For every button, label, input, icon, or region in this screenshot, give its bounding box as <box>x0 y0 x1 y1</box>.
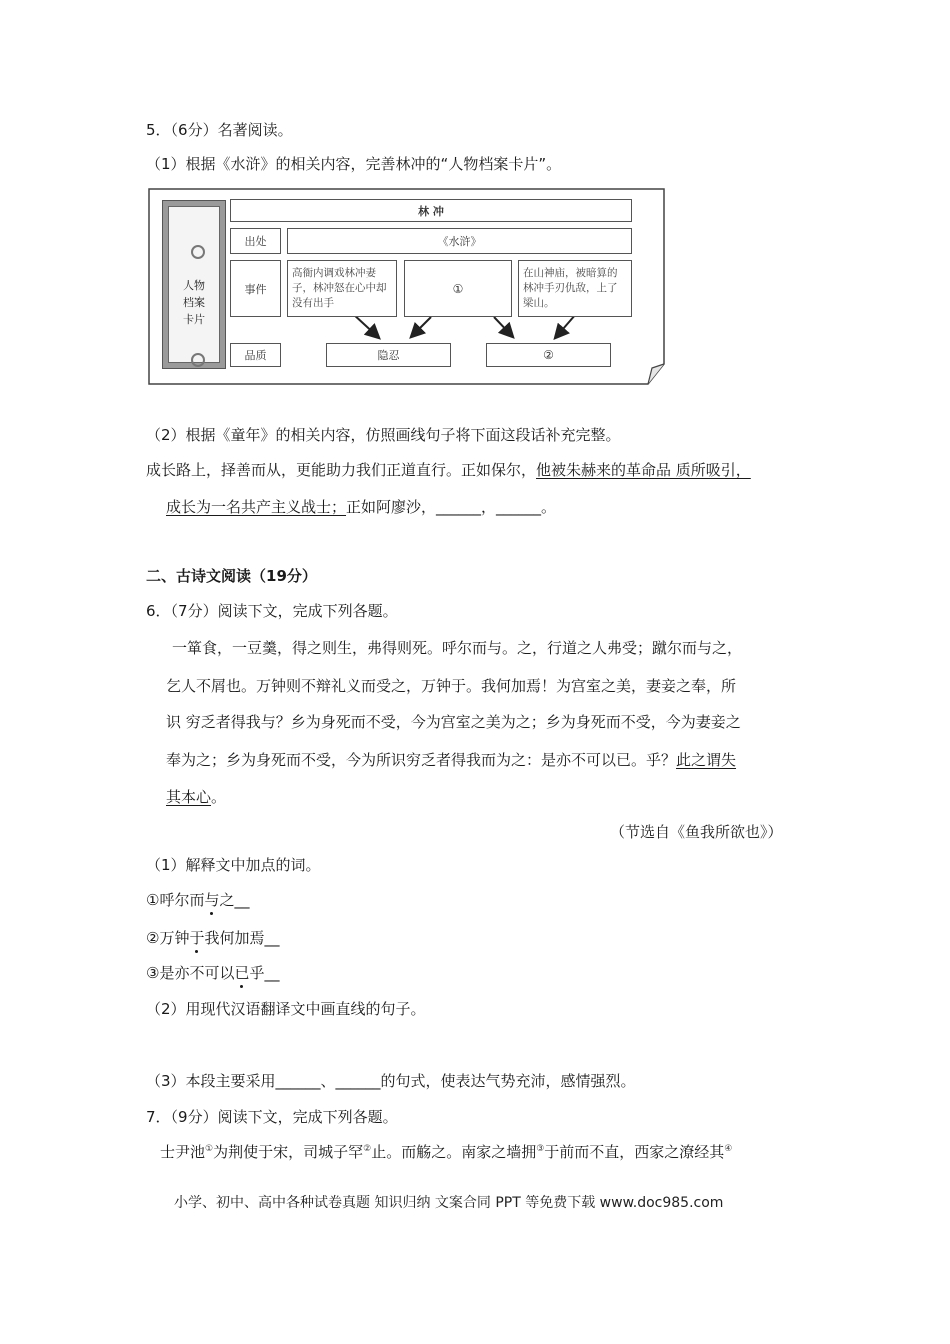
page-footer: 小学、初中、高中各种试卷真题 知识归纳 文案合同 PPT 等免费下载 www.doc985.com <box>174 1195 724 1211</box>
q6-sub1: （1）解释文中加点的词。 <box>146 856 321 874</box>
q5-sub2: （2）根据《童年》的相关内容，仿照画线句子将下面这段话补充完整。 <box>146 426 621 444</box>
q5-paragraph-line1: 成长路上，择善而从，更能助力我们正道直行。正如保尔，他被朱赫来的革命品 质所吸引， <box>146 461 751 479</box>
quality-label: 品质 <box>230 343 281 367</box>
underlined-sentence: 他被朱赫来的革命品 质所吸引， <box>536 461 751 479</box>
q6-text-line: 一箪食，一豆羹，得之则生，弗得则死。呼尔而与。之，行道之人弗受；蹴尔而与之， <box>172 639 743 657</box>
binder-ring-icon <box>191 245 205 259</box>
section2-title: 二、古诗文阅读（19分） <box>146 567 317 585</box>
underlined-sentence: 其本心 <box>166 788 212 806</box>
card-name: 林 冲 <box>230 199 632 222</box>
q6-item2: ②万钟于我何加焉__ <box>146 929 280 947</box>
q5-title: 5．（6分）名著阅读。 <box>146 121 293 139</box>
event-box-1: 高衙内调戏林冲妻子，林冲怒在心中却没有出手 <box>287 260 397 317</box>
q7-title: 7．（9分）阅读下文，完成下列各题。 <box>146 1108 398 1126</box>
card-side-label: 人物 档案 卡片 <box>183 279 205 326</box>
q6-item3: ③是亦不可以已乎__ <box>146 964 280 982</box>
character-card-diagram <box>148 188 666 385</box>
event-label: 事件 <box>230 260 281 317</box>
q5-sub1: （1）根据《水浒》的相关内容，完善林冲的“人物档案卡片”。 <box>146 155 562 173</box>
underlined-sentence: 此之谓失 <box>676 751 737 769</box>
q6-source: （节选自《鱼我所欲也》） <box>610 823 783 841</box>
q6-sub3: （3）本段主要采用______、______的句式，使表达气势充沛，感情强烈。 <box>146 1072 636 1090</box>
q6-text-line: 乞人不屑也。万钟则不辩礼义而受之，万钟于。我何加焉！为宫室之美，妻妾之奉，所 <box>166 677 737 695</box>
q6-title: 6．（7分）阅读下文，完成下列各题。 <box>146 602 398 620</box>
binder-ring-icon <box>191 353 205 367</box>
quality-box-1: 隐忍 <box>326 343 451 367</box>
quality-box-2: ② <box>486 343 611 367</box>
source-label: 出处 <box>230 228 281 254</box>
q6-text-line: 识 穷乏者得我与？乡为身死而不受，今为宫室之美为之；乡为身死而不受，今为妻妾之 <box>166 713 741 731</box>
card-binder-strip <box>162 200 226 369</box>
q7-text-line: 士尹池①为荆使于宋，司城子罕②止。而觞之。南家之墙拥③于前而不直，西家之潦经其④ <box>160 1143 733 1161</box>
event-box-3: 在山神庙，被暗算的林冲手刃仇敌，上了梁山。 <box>518 260 632 317</box>
q6-sub2: （2）用现代汉语翻译文中画直线的句子。 <box>146 1000 426 1018</box>
underlined-sentence: 成长为一名共产主义战士； <box>166 498 347 516</box>
source-value: 《水浒》 <box>287 228 632 254</box>
q5-paragraph-line2: 成长为一名共产主义战士；正如阿廖沙，______，______。 <box>166 498 557 516</box>
q6-text-line: 奉为之；乡为身死而不受，今为所识穷乏者得我而为之：是亦不可以已。乎？此之谓失 <box>166 751 737 769</box>
event-box-2: ① <box>404 260 512 317</box>
q6-item1: ①呼尔而与之__ <box>146 891 250 909</box>
q6-text-line: 其本心。 <box>166 788 227 806</box>
